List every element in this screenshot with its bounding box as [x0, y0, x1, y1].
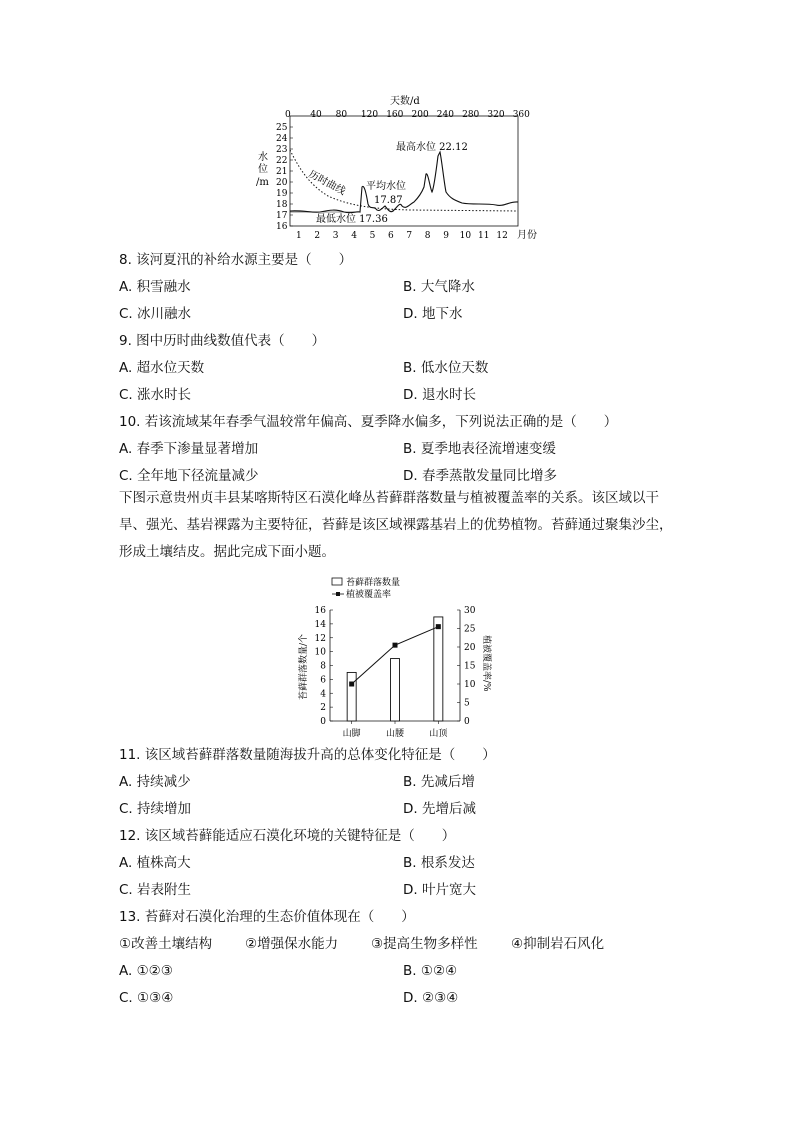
q8-option-d[interactable]: D. 地下水 — [403, 306, 463, 322]
right-axis-label: 植被覆盖率/% — [481, 635, 491, 692]
moss-chart — [294, 575, 504, 740]
min-level-label: 最低水位 17.36 — [316, 214, 388, 225]
q13-option-b[interactable]: B. ①②④ — [403, 963, 458, 979]
x-tick-label: 5 — [369, 231, 376, 240]
intro-line-3: 形成土壤结皮。据此完成下面小题。 — [119, 544, 335, 560]
top-axis-ticks — [285, 110, 530, 120]
x-tick-label: 10 — [459, 231, 472, 240]
top-tick-label: 280 — [462, 110, 480, 120]
left-tick-label: 12 — [314, 633, 326, 644]
curve-label: 历时曲线 — [306, 168, 348, 198]
water-level-chart — [250, 92, 550, 240]
q11-option-a[interactable]: A. 持续减少 — [119, 774, 191, 790]
legend-bar-label: 苔藓群落数量 — [346, 578, 401, 588]
left-tick-label: 8 — [320, 661, 326, 672]
x-tick-label: 9 — [443, 231, 449, 240]
q10-option-d[interactable]: D. 春季蒸散发量同比增多 — [403, 468, 557, 484]
right-tick-label: 15 — [464, 661, 476, 672]
top-tick-label: 320 — [487, 110, 505, 120]
intro-line-1: 下图示意贵州贞丰县某喀斯特区石漠化峰丛苔藓群落数量与植被覆盖率的关系。该区域以干 — [119, 490, 659, 506]
q10-option-c[interactable]: C. 全年地下径流量减少 — [119, 468, 259, 484]
left-tick-label: 4 — [320, 689, 326, 700]
coverage-point — [436, 624, 441, 629]
q9-option-a[interactable]: A. 超水位天数 — [119, 360, 205, 376]
top-tick-label: 40 — [310, 110, 322, 120]
y-label-1: 水 — [258, 152, 268, 163]
left-tick-label: 14 — [314, 619, 326, 630]
q9-option-d[interactable]: D. 退水时长 — [403, 387, 476, 403]
y-tick-label: 23 — [276, 145, 288, 155]
q12-option-a[interactable]: A. 植株高大 — [119, 855, 191, 871]
y-tick-label: 21 — [276, 167, 288, 177]
q10-stem: 10. 若该流域某年春季气温较常年偏高、夏季降水偏多，下列说法正确的是（ ） — [119, 414, 618, 430]
right-tick-label: 5 — [464, 698, 470, 709]
category-label: 山腰 — [385, 729, 405, 739]
top-tick-label: 360 — [512, 110, 530, 120]
q13-item-3: ③提高生物多样性 — [371, 936, 478, 952]
y-tick-label: 24 — [276, 134, 288, 144]
top-tick-label: 80 — [335, 110, 348, 120]
top-axis-label: 天数/d — [390, 96, 420, 107]
q8-option-c[interactable]: C. 冰川融水 — [119, 306, 192, 322]
right-tick-label: 10 — [464, 680, 476, 690]
q11-stem: 11. 该区域苔藓群落数量随海拔升高的总体变化特征是（ ） — [119, 747, 496, 763]
q8-option-a[interactable]: A. 积雪融水 — [119, 279, 191, 295]
plot-frame — [290, 116, 518, 226]
q11-option-d[interactable]: D. 先增后减 — [403, 801, 476, 817]
bar-山顶 — [434, 617, 443, 721]
q8-stem: 8. 该河夏汛的补给水源主要是（ ） — [119, 252, 353, 268]
y-label-2: 位 — [258, 164, 268, 175]
q9-option-b[interactable]: B. 低水位天数 — [403, 360, 489, 376]
bar-series — [347, 617, 443, 721]
x-axis-ticks — [296, 231, 508, 240]
x-tick-label: 7 — [406, 231, 413, 240]
q10-option-b[interactable]: B. 夏季地表径流增速变缓 — [403, 441, 556, 457]
x-tick-label: 1 — [296, 231, 302, 240]
q13-option-c[interactable]: C. ①③④ — [119, 990, 174, 1006]
x-tick-label: 11 — [478, 231, 490, 240]
legend-line-label: 植被覆盖率 — [346, 590, 392, 600]
q9-option-c[interactable]: C. 涨水时长 — [119, 387, 192, 403]
max-level-label: 最高水位 22.12 — [396, 142, 468, 153]
top-tick-label: 120 — [360, 110, 379, 120]
left-tick-label: 10 — [314, 647, 326, 658]
coverage-point — [393, 643, 398, 648]
q13-option-a[interactable]: A. ①②③ — [119, 963, 173, 979]
q12-stem: 12. 该区域苔藓能适应石漠化环境的关键特征是（ ） — [119, 828, 456, 844]
q11-option-b[interactable]: B. 先减后增 — [403, 774, 475, 790]
y-tick-label: 16 — [276, 222, 288, 232]
legend-bar-swatch — [332, 578, 342, 585]
left-tick-label: 2 — [320, 703, 326, 714]
x-tick-label: 3 — [332, 231, 339, 240]
category-label: 山脚 — [342, 729, 361, 739]
y-tick-label: 20 — [276, 178, 288, 188]
q13-stem: 13. 苔藓对石漠化治理的生态价值体现在（ ） — [119, 909, 415, 925]
left-tick-label: 16 — [314, 606, 326, 616]
right-tick-label: 0 — [464, 717, 470, 727]
q12-option-c[interactable]: C. 岩表附生 — [119, 882, 192, 898]
q13-item-2: ②增强保水能力 — [245, 936, 339, 952]
top-tick-label: 240 — [436, 110, 454, 120]
bar-山脚 — [347, 672, 356, 721]
q13-item-1: ①改善土壤结构 — [119, 936, 213, 952]
x-tick-label: 8 — [424, 231, 431, 240]
q13-item-4: ④抑制岩石风化 — [511, 936, 605, 952]
x-unit: 月份 — [517, 230, 537, 240]
left-tick-label: 0 — [320, 717, 326, 727]
q10-option-a[interactable]: A. 春季下渗量显著增加 — [119, 441, 259, 457]
top-tick-label: 160 — [386, 110, 404, 120]
x-tick-label: 4 — [351, 231, 357, 240]
q11-option-c[interactable]: C. 持续增加 — [119, 801, 192, 817]
intro-paragraph — [119, 485, 679, 566]
right-tick-label: 30 — [464, 606, 476, 616]
q12-option-d[interactable]: D. 叶片宽大 — [403, 882, 476, 898]
y-tick-label: 22 — [276, 156, 288, 166]
y-tick-label: 17 — [276, 211, 288, 221]
left-axis-label: 苔藓群落数量/个 — [299, 633, 309, 700]
top-tick-label: 200 — [411, 110, 429, 120]
x-tick-label: 6 — [388, 231, 394, 240]
q8-option-b[interactable]: B. 大气降水 — [403, 279, 475, 295]
category-label: 山顶 — [429, 729, 448, 739]
y-tick-label: 19 — [276, 189, 288, 199]
top-tick-label: 0 — [285, 110, 291, 120]
intro-line-2: 旱、强光、基岩裸露为主要特征，苔藓是该区域裸露基岩上的优势植物。苔藓通过聚集沙尘， — [119, 517, 673, 533]
q12-option-b[interactable]: B. 根系发达 — [403, 855, 475, 871]
category-labels — [343, 721, 449, 739]
right-tick-label: 20 — [464, 643, 476, 653]
left-tick-label: 6 — [320, 675, 326, 686]
right-tick-label: 25 — [464, 624, 476, 635]
q13-option-d[interactable]: D. ②③④ — [403, 990, 459, 1006]
y-axis-ticks — [276, 123, 293, 232]
avg-level-label-2: 17.87 — [374, 195, 403, 206]
x-tick-label: 2 — [314, 231, 321, 240]
y-tick-label: 25 — [276, 123, 288, 133]
x-tick-label: 12 — [496, 231, 508, 240]
legend-line-marker — [336, 592, 340, 596]
y-tick-label: 18 — [276, 200, 288, 210]
coverage-point — [349, 682, 354, 687]
bar-山腰 — [391, 659, 400, 721]
q9-stem: 9. 图中历时曲线数值代表（ ） — [119, 333, 326, 349]
avg-level-label-1: 平均水位 — [366, 181, 406, 192]
y-label-3: /m — [256, 177, 269, 188]
